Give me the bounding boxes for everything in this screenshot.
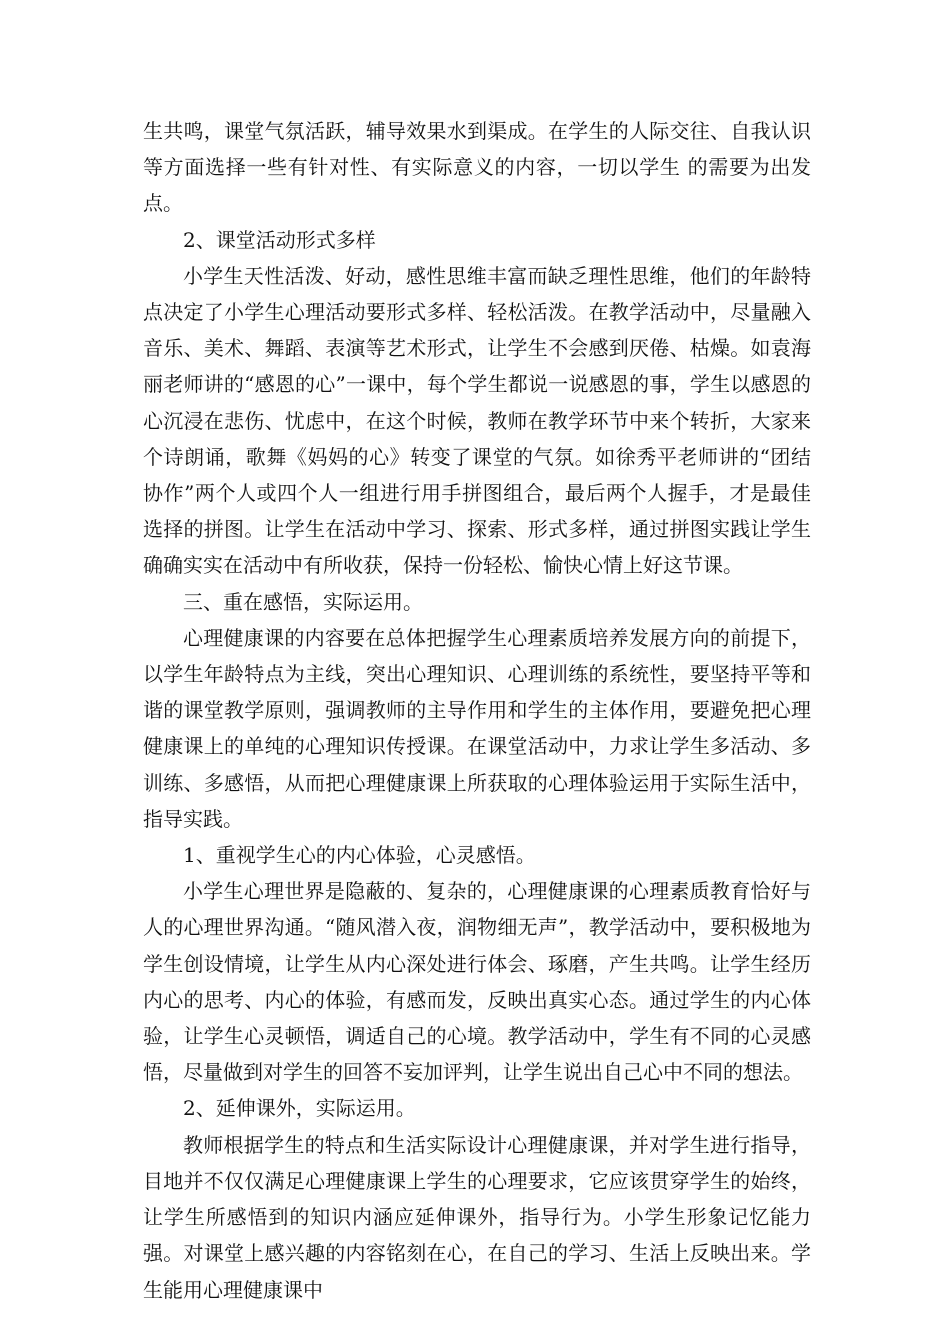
paragraph-extend-outside-class: 教师根据学生的特点和生活实际设计心理健康课，并对学生进行指导，目地并不仅仅满足心理健康课上学生的心理要求，它应该贯穿学生的始终，让学生所感悟到的知识内涵应延伸课外，指导行为。小学生形象记忆能力强。对课堂上感兴趣的内容铭刻在心，在自己的学习、生活上反映出来。学生能用心理健康课中 [143, 1132, 811, 1302]
paragraph-inner-experience: 小学生心理世界是隐蔽的、复杂的，心理健康课的心理素质教育恰好与人的心理世界沟通。“随风潜入夜，润物细无声”，教学活动中，要积极地为学生创设情境，让学生从内心深处进行体会、琢磨，产生共鸣。让学生经历内心的思考、内心的体验，有感而发，反映出真实心态。通过学生的内心体验，让学生心灵顿悟，调适自己的心境。教学活动中，学生有不同的心灵感悟，尽量做到对学生的回答不妄加评判，让学生说出自己心中不同的想法。 [143, 879, 811, 1085]
document-page [143, 113, 811, 1308]
section-heading-activity-forms: 2、课堂活动形式多样 [183, 227, 376, 252]
section-heading-perception-application: 三、重在感悟，实际运用。 [183, 589, 423, 614]
section-heading-inner-experience: 1、重视学生心的内心体验，心灵感悟。 [183, 843, 536, 868]
section-heading-extend-outside-class: 2、延伸课外，实际运用。 [183, 1096, 416, 1121]
paragraph-activity-forms: 小学生天性活泼、好动，感性思维丰富而缺乏理性思维，他们的年龄特点决定了小学生心理活动要形式多样、轻松活泼。在教学活动中，尽量融入音乐、美术、舞蹈、表演等艺术形式，让学生不会感到厌倦、枯燥。如袁海丽老师讲的“感恩的心”一课中，每个学生都说一说感恩的事，学生以感恩的心沉浸在悲伤、忧虑中，在这个时候，教师在教学环节中来个转折，大家来个诗朗诵，歌舞《妈妈的心》转变了课堂的气氛。如徐秀平老师讲的“团结协作”两个人或四个人一组进行用手拼图组合，最后两个人握手，才是最佳选择的拼图。让学生在活动中学习、探索、形式多样，通过拼图实践让学生确确实实在活动中有所收获，保持一份轻松、愉快心情上好这节课。 [143, 263, 811, 578]
paragraph-continuation: 生共鸣，课堂气氛活跃，辅导效果水到渠成。在学生的人际交往、自我认识等方面选择一些有针对性、有实际意义的内容，一切以学生 的需要为出发点。 [143, 119, 811, 216]
paragraph-perception-application: 心理健康课的内容要在总体把握学生心理素质培养发展方向的前提下，以学生年龄特点为主线，突出心理知识、心理训练的系统性，要坚持平等和谐的课堂教学原则，强调教师的主导作用和学生的主体作用，要避免把心理健康课上的单纯的心理知识传授课。在课堂活动中，力求让学生多活动、多训练、多感悟，从而把心理健康课上所获取的心理体验运用于实际生活中，指导实践。 [143, 625, 811, 831]
